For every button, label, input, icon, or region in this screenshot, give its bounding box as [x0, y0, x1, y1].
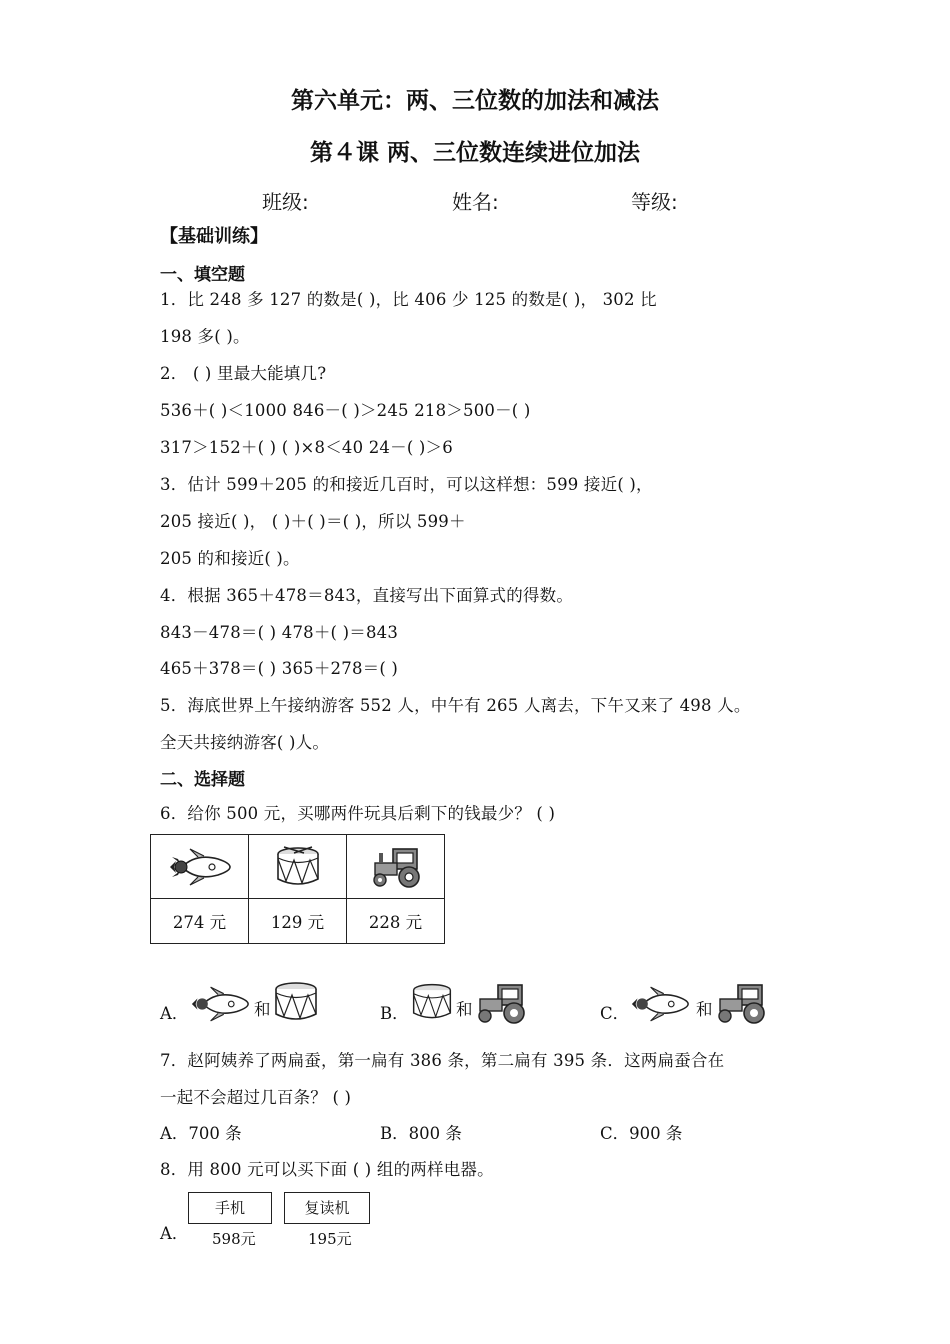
- q6-option-b-tractor-icon: [474, 981, 528, 1025]
- class-label: 班级:: [262, 190, 309, 214]
- q6-option-b-and: 和: [456, 1000, 473, 1019]
- q3-line3: 205 的和接近( )。: [160, 549, 300, 568]
- q7-line2: 一起不会超过几百条？ ( ): [160, 1088, 352, 1107]
- q6-option-c-and: 和: [696, 1000, 713, 1019]
- q7-option-b[interactable]: B．800 条: [380, 1124, 462, 1143]
- q8-option-a-label[interactable]: A．: [160, 1224, 189, 1243]
- toy-cell-tractor: [347, 835, 445, 899]
- q4-line2: 843－478＝( ) 478＋( )＝843: [160, 623, 399, 642]
- toy-price-drum: 129 元: [249, 899, 347, 944]
- q2-line2: 536＋( )＜1000 846－( )＞245 218＞500－( ): [160, 401, 531, 420]
- q6-option-c-tractor-icon: [714, 981, 768, 1025]
- name-label: 姓名:: [452, 190, 499, 214]
- q6-option-b-drum-icon: [410, 981, 454, 1023]
- q2-line1: 2． ( ) 里最大能填几?: [160, 364, 327, 383]
- q8-item-phone-price: 598元: [212, 1230, 256, 1248]
- q4-line3: 465＋378＝( ) 365＋278＝( ): [160, 659, 399, 678]
- toy-price-table: [150, 834, 445, 944]
- toy-price-tractor: 228 元: [347, 899, 445, 944]
- grade-label: 等级:: [631, 190, 678, 214]
- q3-line2: 205 接近( )， ( )＋( )＝( )，所以 599＋: [160, 512, 466, 531]
- toy-price-row: [151, 899, 445, 944]
- drum-icon: [274, 845, 322, 889]
- q6-option-c-rocket-icon: [630, 983, 690, 1025]
- toy-cell-drum: [249, 835, 347, 899]
- q1-line2: 198 多( )。: [160, 327, 250, 346]
- q8-item-repeater-name: 复读机: [284, 1192, 370, 1224]
- toy-picture-row: [151, 835, 445, 899]
- tractor-icon: [369, 845, 423, 889]
- q6-option-c-label[interactable]: C．: [600, 1004, 630, 1023]
- q4-line1: 4．根据 365＋478＝843，直接写出下面算式的得数。: [160, 586, 574, 605]
- q8-item-repeater-price: 195元: [308, 1230, 352, 1248]
- q6-question: 6．给你 500 元，买哪两件玩具后剩下的钱最少？ ( ): [160, 804, 556, 823]
- q7-line1: 7．赵阿姨养了两扁蚕，第一扁有 386 条，第二扁有 395 条．这两扁蚕合在: [160, 1051, 725, 1070]
- q6-option-a-rocket-icon: [190, 983, 250, 1025]
- q2-line3: 317＞152＋( ) ( )×8＜40 24－( )＞6: [160, 438, 453, 457]
- q6-option-a-drum-icon: [272, 979, 320, 1025]
- toy-cell-rocket: [151, 835, 249, 899]
- q3-line1: 3．估计 599＋205 的和接近几百时，可以这样想：599 接近( )，: [160, 475, 653, 494]
- toy-price-rocket: 274 元: [151, 899, 249, 944]
- lesson-title: 第４课 两、三位数连续进位加法: [309, 140, 640, 166]
- part2-heading: 二、选择题: [160, 770, 245, 790]
- part1-heading: 一、填空题: [160, 265, 245, 285]
- q8-item-phone-name: 手机: [188, 1192, 272, 1224]
- q6-option-a-label[interactable]: A．: [160, 1004, 189, 1023]
- section-basic-training: 【基础训练】: [160, 226, 268, 247]
- q5-line1: 5．海底世界上午接纳游客 552 人，中午有 265 人离去，下午又来了 498 人。: [160, 696, 751, 715]
- q7-option-a[interactable]: A．700 条: [160, 1124, 242, 1143]
- q7-option-c[interactable]: C．900 条: [600, 1124, 683, 1143]
- q6-option-a-and: 和: [254, 1000, 271, 1019]
- q5-line2: 全天共接纳游客( )人。: [160, 733, 330, 752]
- q1-line1: 1．比 248 多 127 的数是( )，比 406 少 125 的数是( )， 302 比: [160, 290, 657, 309]
- q6-option-b-label[interactable]: B．: [380, 1004, 409, 1023]
- rocket-icon: [168, 845, 232, 889]
- q8-question: 8．用 800 元可以买下面 ( ) 组的两样电器。: [160, 1160, 494, 1179]
- unit-title: 第六单元：两、三位数的加法和减法: [291, 88, 659, 114]
